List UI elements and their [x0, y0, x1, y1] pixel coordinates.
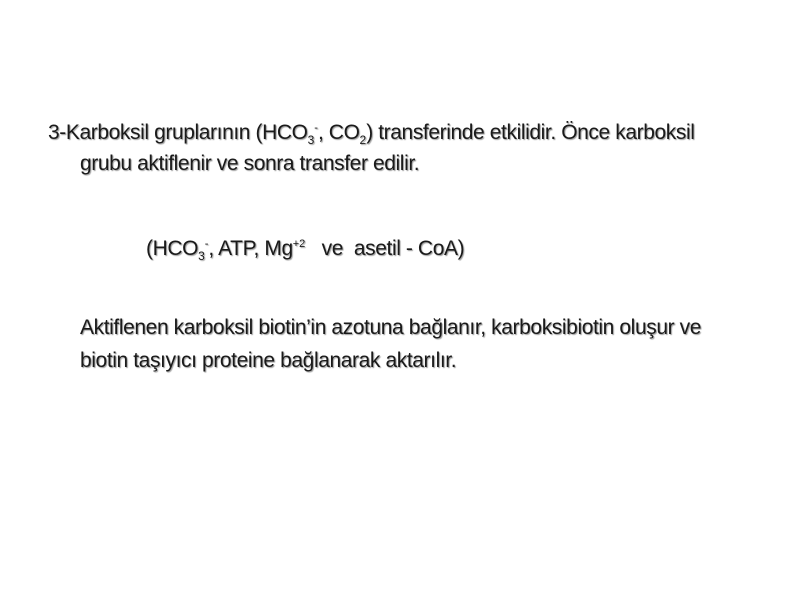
subscript: 2 [359, 133, 367, 147]
superscript: +2 [292, 238, 306, 250]
text-segment: , ATP, Mg [208, 237, 293, 260]
text-segment: ve asetil - CoA) [305, 237, 465, 260]
text-segment: (HCO [146, 237, 199, 260]
paragraph-1-line-2: grubu aktiflenir ve sonra transfer edilir. [80, 152, 420, 175]
text-segment: 3-Karboksil gruplarının (HCO [48, 121, 308, 144]
superscript: - [204, 238, 209, 250]
subscript: 3 [198, 249, 205, 263]
paragraph-1-line-1 [48, 116, 695, 152]
subscript: 3 [307, 133, 315, 147]
superscript: - [314, 122, 318, 134]
text-segment: , CO [317, 121, 360, 144]
formula-line [146, 232, 464, 268]
paragraph-2-line-2: biotin taşıyıcı proteine bağlanarak aktarılır. [80, 349, 457, 372]
text-segment: ) transferinde etkilidir. Önce karboksil [366, 121, 695, 144]
paragraph-2-line-1: Aktiflenen karboksil biotin’in azotuna bağlanır, karboksibiotin oluşur ve [80, 316, 702, 339]
